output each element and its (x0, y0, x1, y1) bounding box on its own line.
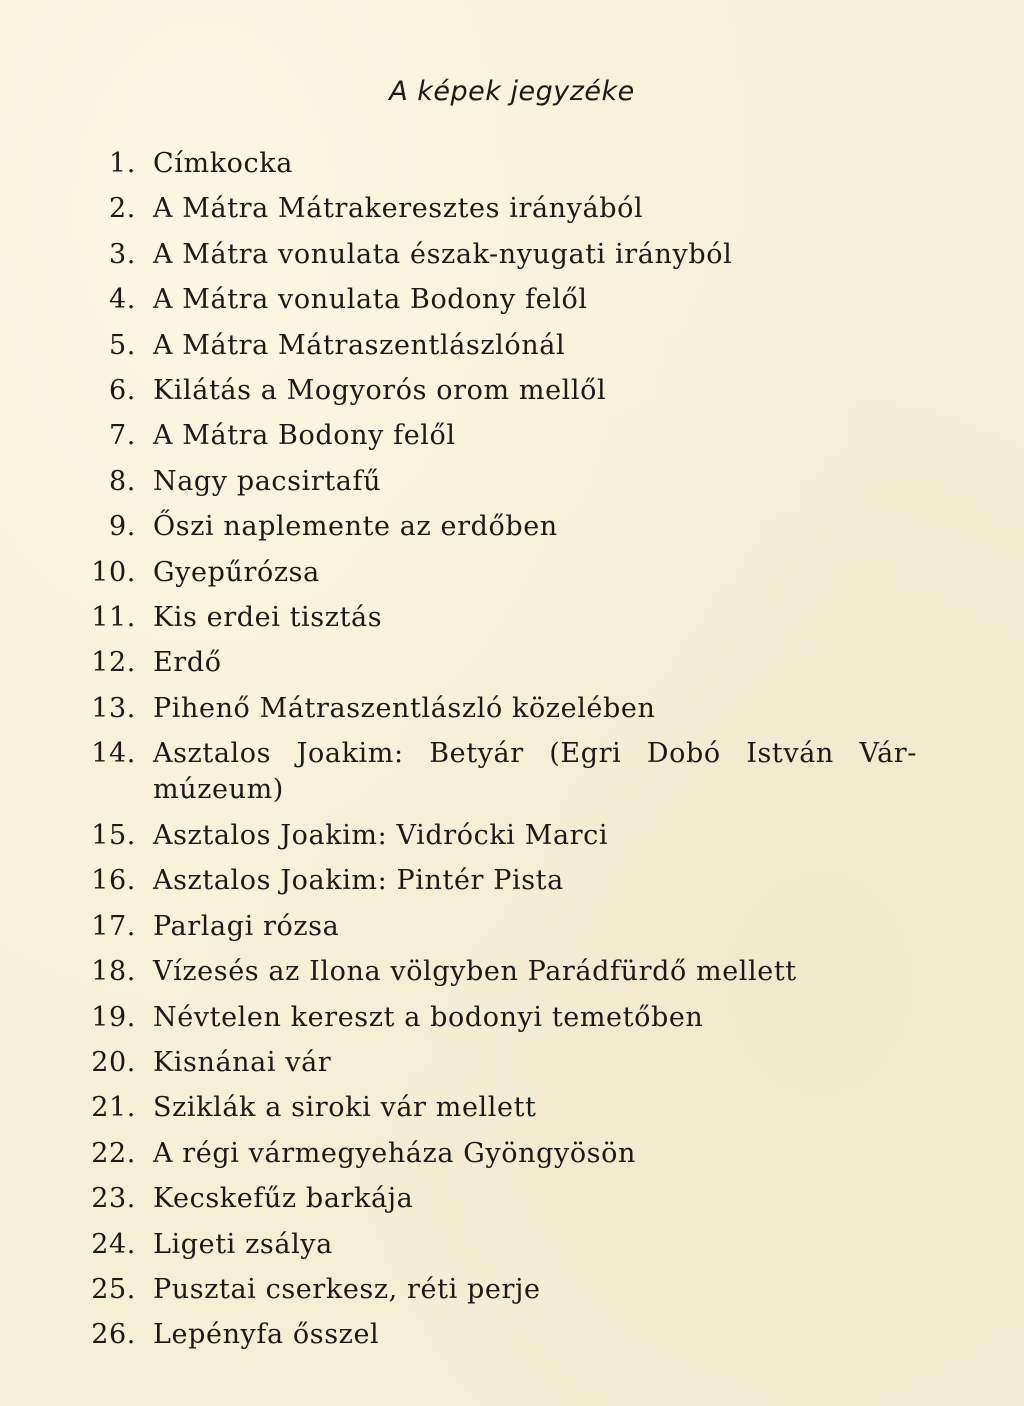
item-text: Kilátás a Mogyorós orom mellől (153, 374, 607, 406)
list-item (0, 1045, 1024, 1090)
item-number: 2. (109, 193, 136, 225)
list-item (0, 1317, 1024, 1362)
item-number: 21. (91, 1092, 136, 1124)
item-number: 15. (91, 820, 136, 852)
item-text: Parlagi rózsa (153, 910, 340, 942)
picture-list (0, 146, 1024, 1363)
item-text: Lepényfa ősszel (153, 1319, 380, 1351)
list-item (0, 600, 1024, 645)
item-text: Sziklák a siroki vár mellett (153, 1092, 537, 1124)
list-item (0, 146, 1024, 191)
list-item (0, 1000, 1024, 1045)
list-item (0, 863, 1024, 908)
item-text: Kis erdei tisztás (153, 601, 383, 633)
list-item (0, 373, 1024, 418)
item-number: 6. (109, 374, 136, 406)
item-number: 11. (91, 601, 136, 633)
item-number: 16. (91, 865, 136, 897)
item-number: 14. (91, 738, 136, 770)
item-number: 4. (109, 284, 136, 316)
item-text: Ligeti zsálya (153, 1228, 333, 1260)
list-item (0, 509, 1024, 554)
item-number: 18. (91, 956, 136, 988)
list-item (0, 328, 1024, 373)
item-text: Pihenő Mátraszentlászló közelében (153, 692, 656, 724)
list-item (0, 1090, 1024, 1135)
item-number: 10. (91, 556, 136, 588)
item-number: 8. (109, 465, 136, 497)
item-number: 19. (91, 1001, 136, 1033)
item-number: 24. (91, 1228, 136, 1260)
item-number: 3. (109, 238, 136, 270)
item-text: A Mátra vonulata észak-nyugati irányból (153, 238, 733, 270)
item-text-line-1: Asztalos Joakim: Betyár (Egri Dobó István Vár- (153, 738, 917, 770)
item-number: 7. (109, 420, 136, 452)
item-text: Pusztai cserkesz, réti perje (153, 1273, 541, 1305)
list-item (0, 191, 1024, 236)
list-item (0, 1227, 1024, 1272)
item-number: 25. (91, 1273, 136, 1305)
item-text: A Mátra vonulata Bodony felől (153, 284, 588, 316)
item-text: Kecskefűz barkája (153, 1183, 414, 1215)
item-number: 26. (91, 1319, 136, 1351)
item-text: Kisnánai vár (153, 1047, 332, 1079)
item-number: 17. (91, 910, 136, 942)
item-text: A Mátra Mátraszentlászlónál (153, 329, 566, 361)
item-number: 1. (109, 148, 136, 179)
item-text: Vízesés az Ilona völgyben Parádfürdő mellett (153, 956, 797, 988)
item-number: 12. (91, 647, 136, 679)
list-item (0, 818, 1024, 863)
list-item (0, 418, 1024, 463)
list-item (0, 691, 1024, 736)
page-title: A képek jegyzéke (389, 76, 635, 107)
item-text: Gyepűrózsa (153, 556, 320, 588)
item-number: 5. (109, 329, 136, 361)
item-number: 22. (91, 1137, 136, 1169)
item-text: Erdő (153, 647, 222, 679)
item-number: 9. (109, 511, 136, 543)
item-text: Címkocka (153, 148, 293, 179)
item-text: Névtelen kereszt a bodonyi temetőben (153, 1001, 704, 1033)
item-text: Asztalos Joakim: Pintér Pista (153, 865, 564, 897)
item-text: A Mátra Mátrakeresztes irányából (153, 193, 644, 225)
list-item (0, 954, 1024, 999)
list-item (0, 1136, 1024, 1181)
list-item (0, 1272, 1024, 1317)
list-item (0, 555, 1024, 600)
item-number: 23. (91, 1183, 136, 1215)
item-number: 13. (91, 692, 136, 724)
item-text: Őszi naplemente az erdőben (153, 511, 558, 543)
list-item (0, 736, 1024, 818)
item-number: 20. (91, 1047, 136, 1079)
list-item (0, 282, 1024, 327)
item-text (153, 736, 921, 808)
list-item (0, 645, 1024, 690)
list-item (0, 464, 1024, 509)
list-item (0, 1181, 1024, 1226)
item-text: Asztalos Joakim: Vidrócki Marci (153, 820, 609, 852)
item-text: A régi vármegyeháza Gyöngyösön (153, 1137, 636, 1169)
list-item (0, 237, 1024, 282)
item-text: A Mátra Bodony felől (153, 420, 456, 452)
list-item (0, 909, 1024, 954)
item-text: Nagy pacsirtafű (153, 465, 382, 497)
item-text-line-2: múzeum) (153, 774, 284, 806)
